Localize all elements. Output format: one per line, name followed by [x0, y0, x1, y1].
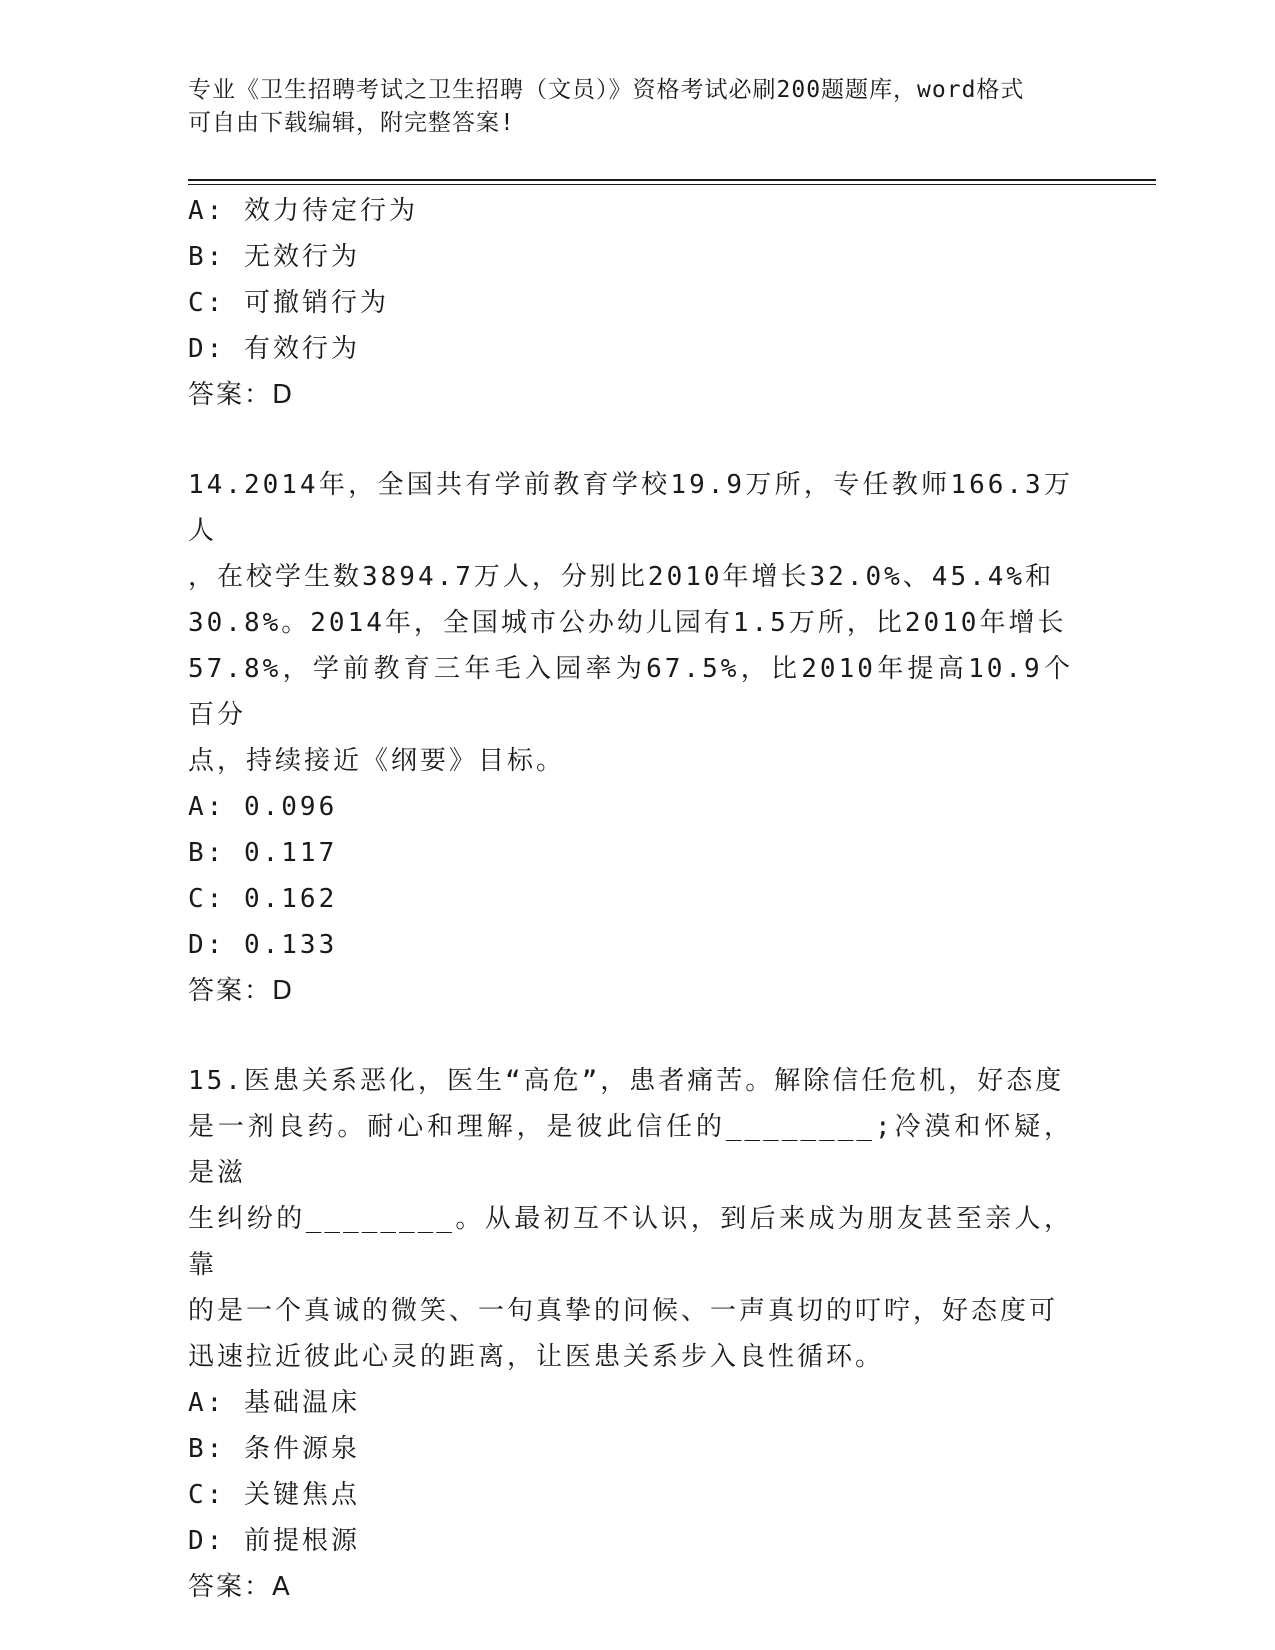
page-header	[188, 74, 1068, 140]
question-line: 是一剂良药。耐心和理解，是彼此信任的________;冷漠和怀疑，是滋	[188, 1112, 1073, 1188]
option-a: A: 0.096	[188, 792, 338, 822]
option-b: B: 无效行为	[188, 242, 360, 272]
option-b: B: 0.117	[188, 838, 338, 868]
question-14-text	[188, 462, 1073, 784]
question-line: ，在校学生数3894.7万人，分别比2010年增长32.0%、45.4%和	[188, 562, 1055, 592]
question-line: 迅速拉近彼此心灵的距离，让医患关系步入良性循环。	[188, 1342, 885, 1372]
option-d: D: 前提根源	[188, 1526, 360, 1556]
header-divider	[188, 179, 1156, 185]
question-13-options	[188, 188, 1073, 418]
option-c: C: 关键焦点	[188, 1480, 360, 1510]
question-line: 15.医患关系恶化，医生“高危”，患者痛苦。解除信任危机，好态度	[188, 1066, 1065, 1096]
question-line: 点，持续接近《纲要》目标。	[188, 746, 566, 776]
answer-13: 答案：D	[188, 380, 295, 410]
option-b: B: 条件源泉	[188, 1434, 360, 1464]
answer-15: 答案：A	[188, 1572, 292, 1602]
option-c: C: 0.162	[188, 884, 338, 914]
question-15-options	[188, 1380, 1073, 1610]
question-line: 生纠纷的________。从最初互不认识，到后来成为朋友甚至亲人，靠	[188, 1204, 1073, 1280]
header-line-1: 专业《卫生招聘考试之卫生招聘（文员）》资格考试必刷200题题库，word格式	[188, 77, 1025, 103]
option-a: A: 基础温床	[188, 1388, 360, 1418]
option-d: D: 有效行为	[188, 334, 360, 364]
question-line: 的是一个真诚的微笑、一句真挚的问候、一声真切的叮咛，好态度可	[188, 1296, 1059, 1326]
option-c: C: 可撤销行为	[188, 288, 389, 318]
question-14-options	[188, 784, 1073, 1014]
question-15-text	[188, 1058, 1073, 1380]
answer-14: 答案：D	[188, 976, 295, 1006]
header-line-2: 可自由下载编辑，附完整答案!	[188, 110, 515, 136]
question-line: 14.2014年，全国共有学前教育学校19.9万所，专任教师166.3万人	[188, 470, 1073, 546]
option-d: D: 0.133	[188, 930, 338, 960]
question-line: 57.8%，学前教育三年毛入园率为67.5%，比2010年提高10.9个百分	[188, 654, 1073, 730]
question-line: 30.8%。2014年，全国城市公办幼儿园有1.5万所，比2010年增长	[188, 608, 1067, 638]
question-content	[188, 188, 1073, 1610]
option-a: A: 效力待定行为	[188, 196, 418, 226]
